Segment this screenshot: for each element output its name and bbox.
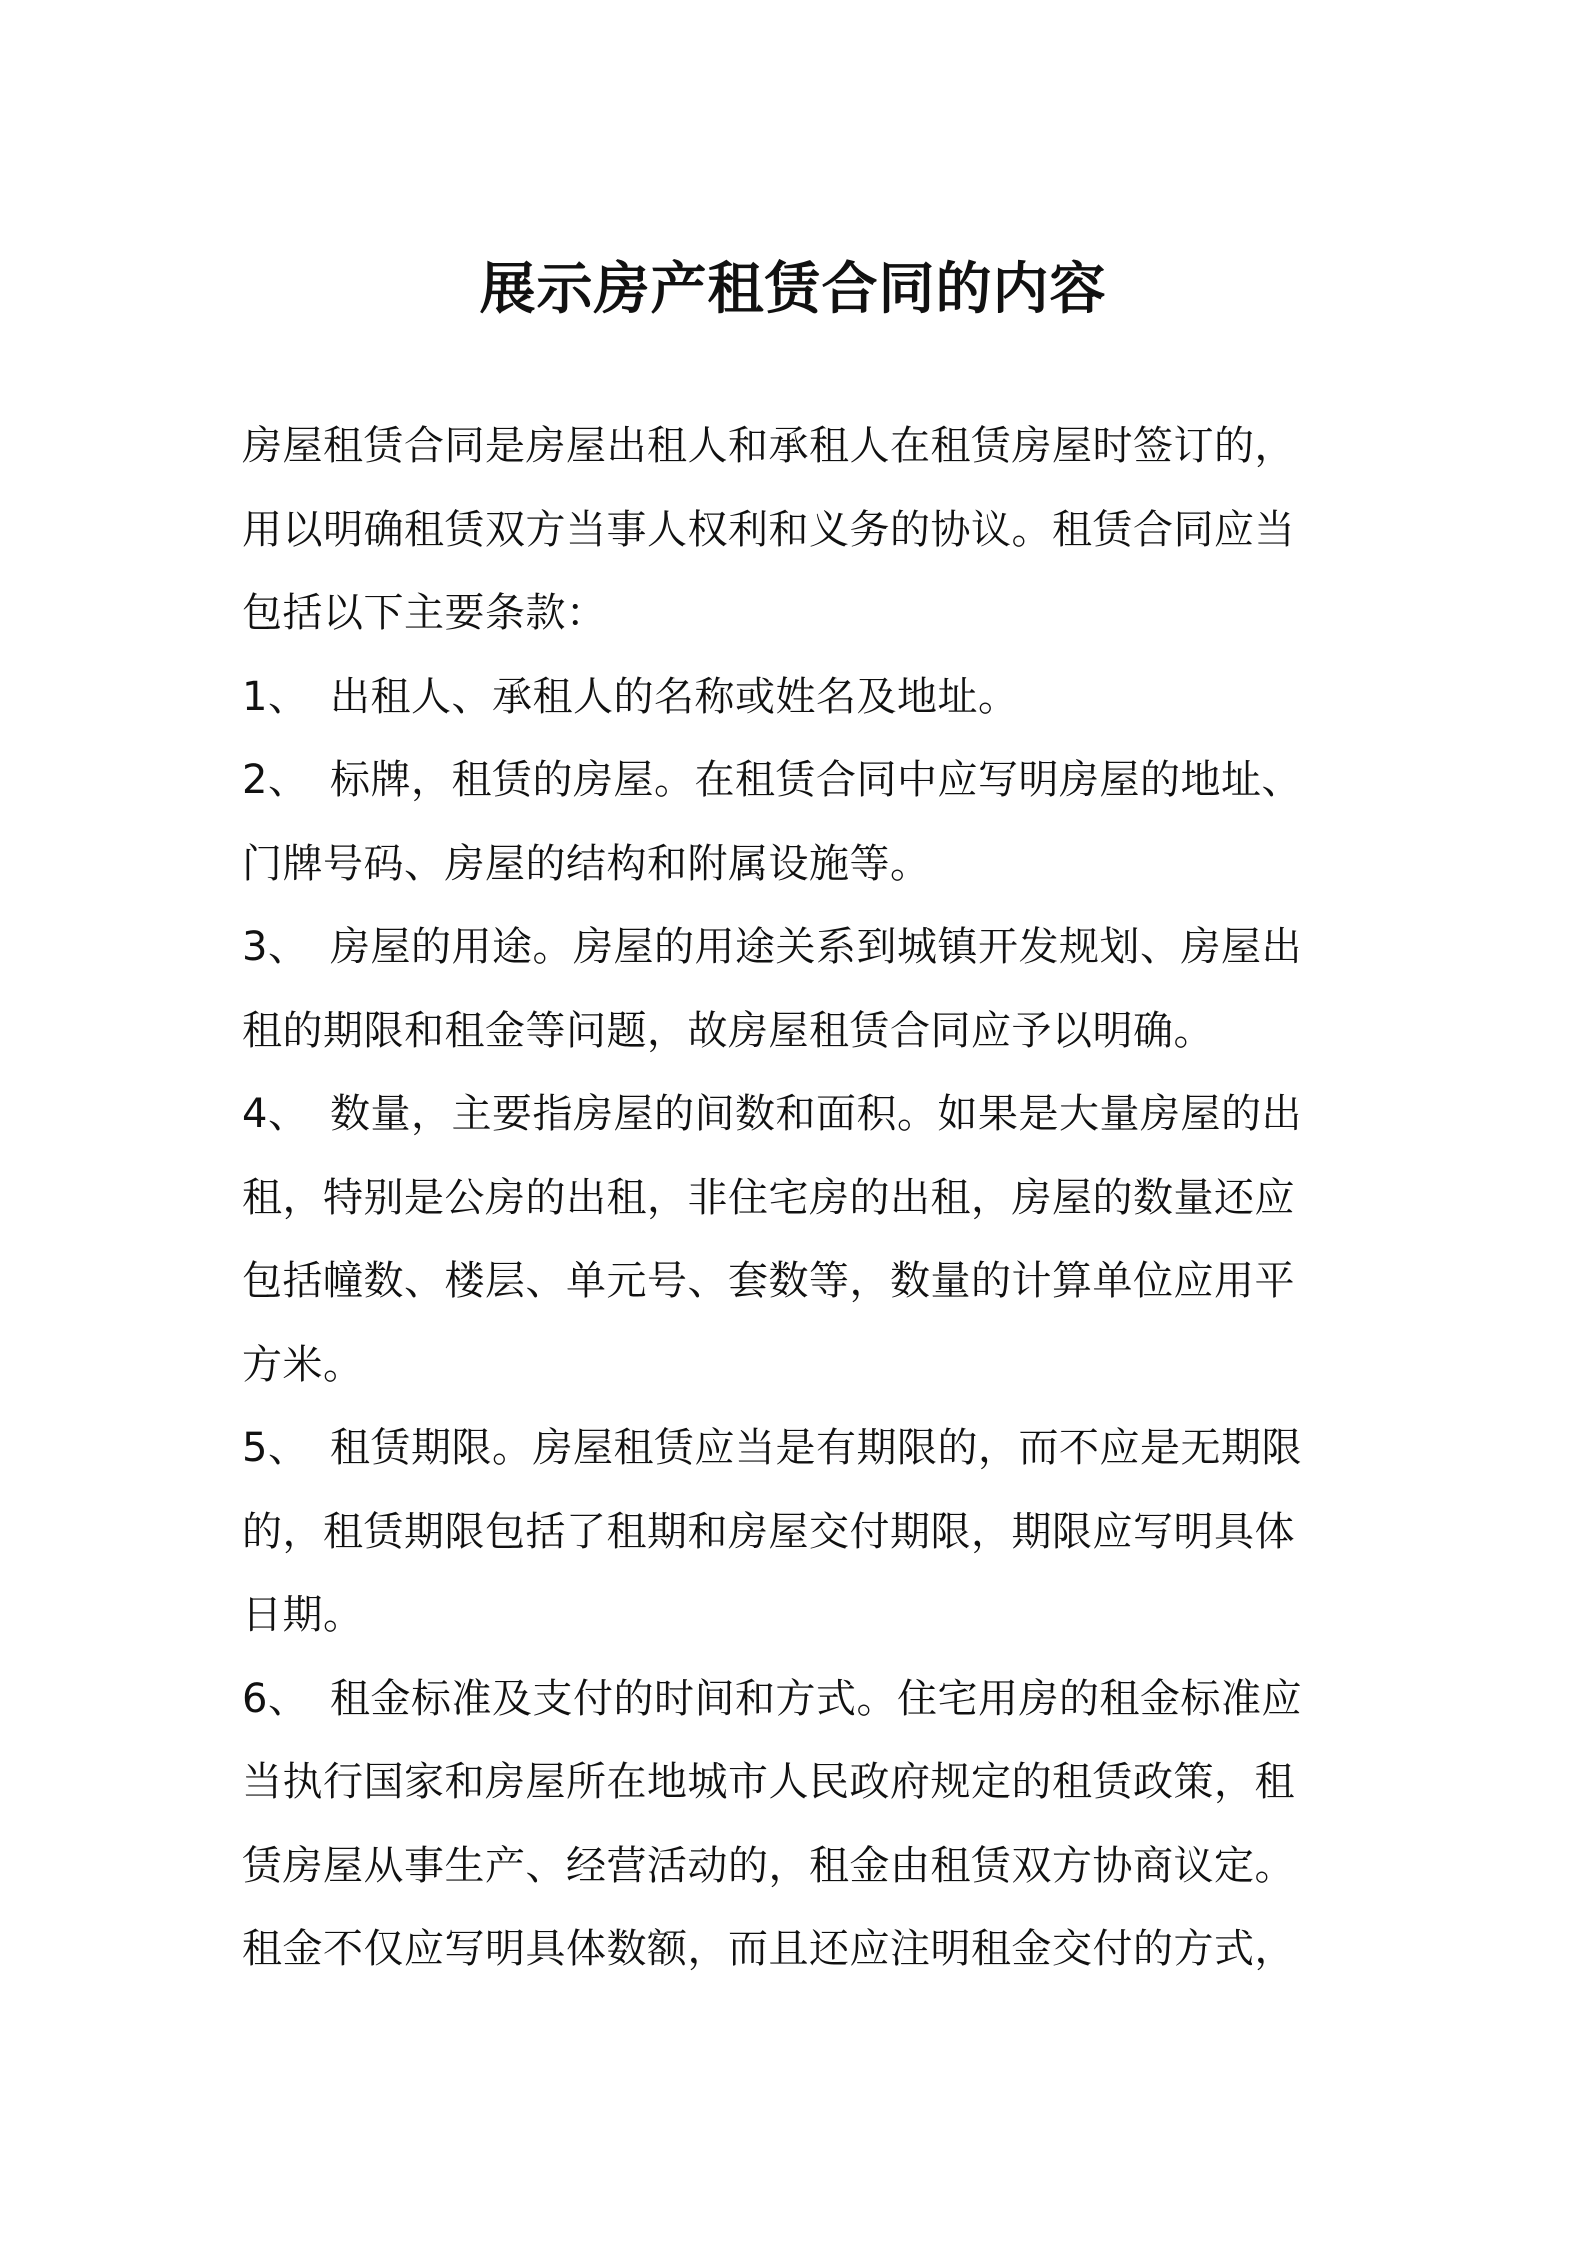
clause-6-line: 当执行国家和房屋所在地城市人民政府规定的租赁政策，租 xyxy=(242,1759,1295,1805)
intro-line: 包括以下主要条款： xyxy=(242,590,607,636)
clause-number: 1、 xyxy=(242,673,309,720)
clause-number: 2、 xyxy=(242,757,309,803)
clause-text: 租金标准及支付的时间和方式。住宅用房的租金标准应 xyxy=(330,1675,1302,1722)
intro-line: 用以明确租赁双方当事人权利和义务的协议。租赁合同应当 xyxy=(242,506,1295,553)
clause-text: 房屋的用途。房屋的用途关系到城镇开发规划、房屋出 xyxy=(330,924,1302,970)
clause-4-line: 租，特别是公房的出租，非住宅房的出租，房屋的数量还应 xyxy=(242,1174,1295,1221)
clause-number: 3、 xyxy=(242,924,309,970)
document-title: 展示房产租赁合同的内容 xyxy=(479,257,1107,322)
clause-text: 数量，主要指房屋的间数和面积。如果是大量房屋的出 xyxy=(330,1091,1302,1137)
clause-1-line xyxy=(242,656,1354,740)
clause-3-line xyxy=(242,906,1354,990)
clause-4-line: 包括幢数、楼层、单元号、套数等，数量的计算单位应用平 xyxy=(242,1258,1295,1304)
clause-2-line: 门牌号码、房屋的结构和附属设施等。 xyxy=(242,840,931,887)
clause-6-line xyxy=(242,1658,1354,1742)
clause-6-line: 租金不仅应写明具体数额，而且还应注明租金交付的方式， xyxy=(242,1926,1295,1972)
clause-4-line: 方米。 xyxy=(242,1341,364,1388)
clause-6-line: 赁房屋从事生产、经营活动的，租金由租赁双方协商议定。 xyxy=(242,1842,1295,1889)
clause-4-line xyxy=(242,1073,1354,1157)
document-body xyxy=(242,405,1354,1992)
clause-3-line: 租的期限和租金等问题，故房屋租赁合同应予以明确。 xyxy=(242,1007,1214,1054)
clause-5-line: 日期。 xyxy=(242,1592,364,1638)
clause-2-line xyxy=(242,739,1354,823)
clause-text: 租赁期限。房屋租赁应当是有期限的，而不应是无期限 xyxy=(330,1425,1302,1471)
clause-number: 4、 xyxy=(242,1091,309,1137)
intro-line: 房屋租赁合同是房屋出租人和承租人在租赁房屋时签订的， xyxy=(242,423,1295,469)
clause-5-line xyxy=(242,1407,1354,1491)
clause-text: 标牌，租赁的房屋。在租赁合同中应写明房屋的地址、 xyxy=(330,757,1302,803)
clause-text: 出租人、承租人的名称或姓名及地址。 xyxy=(330,673,1019,720)
clause-number: 5、 xyxy=(242,1425,309,1471)
clause-number: 6、 xyxy=(242,1675,309,1722)
clause-5-line: 的，租赁期限包括了租期和房屋交付期限，期限应写明具体 xyxy=(242,1508,1295,1555)
